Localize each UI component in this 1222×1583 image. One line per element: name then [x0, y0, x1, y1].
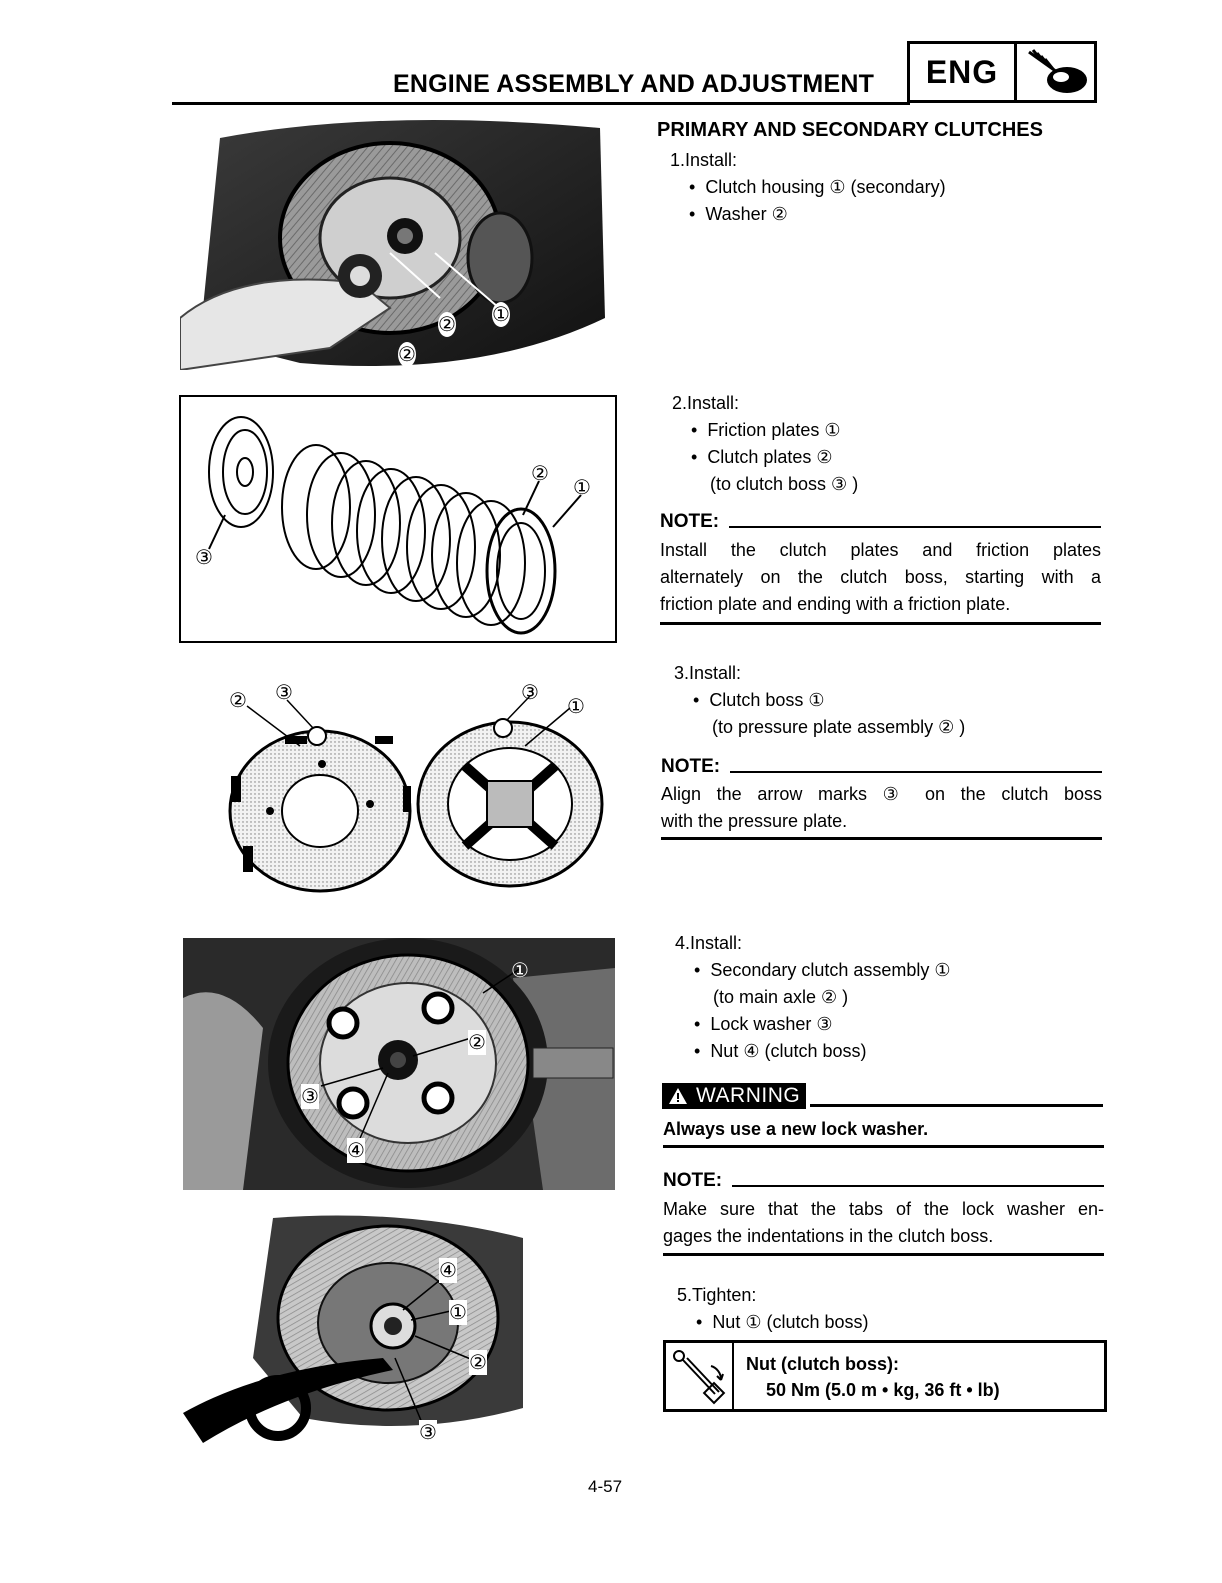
note-line: friction plate and ending with a friction plate. [660, 594, 1011, 614]
torque-wrench-icon [666, 1343, 734, 1409]
note-label: NOTE: [663, 1170, 723, 1191]
callout: ④ [439, 1260, 457, 1282]
callout: ② [438, 314, 456, 336]
torque-spec-box [663, 1340, 1107, 1412]
warning-label: WARNING [696, 1084, 801, 1107]
figure-clutch-housing-photo [180, 118, 610, 370]
list-item-sub: (to main axle ② ) [713, 987, 849, 1007]
callout: ① [573, 477, 591, 499]
callout: ③ [195, 547, 213, 569]
warning-badge [662, 1083, 806, 1109]
note-line: alternately on the clutch boss, starting with a [660, 567, 1101, 587]
warning-triangle-icon [668, 1087, 688, 1105]
list-item-sub: (to pressure plate assembly ② ) [712, 717, 966, 737]
note-rule [663, 1253, 1104, 1256]
note-rule [661, 837, 1102, 840]
callout: ④ [347, 1140, 365, 1162]
callout: ③ [419, 1422, 437, 1444]
note-line: Install the clutch plates and friction plates [660, 540, 1101, 560]
note-body [660, 537, 1101, 618]
step-heading: 4.Install: [675, 933, 743, 953]
figure-clutch-boss-diagram [225, 676, 610, 901]
callout: ① [449, 1302, 467, 1324]
step-5 [677, 1282, 1107, 1336]
badge-label: ENG [910, 44, 1017, 100]
step-2 [672, 390, 1102, 498]
list-item: • Clutch plates ② [691, 444, 1102, 471]
note-line: with the pressure plate. [661, 811, 848, 831]
callout: ③ [521, 682, 539, 704]
step-heading: 3.Install: [674, 663, 742, 683]
note-heading [661, 756, 1102, 778]
warning-heading [662, 1083, 1103, 1109]
callout: ① [492, 304, 510, 326]
callout: ② [469, 1352, 487, 1374]
step-3 [674, 660, 1104, 741]
list-item: • Clutch housing ① (secondary) [689, 174, 1100, 201]
list-item: • Friction plates ① [691, 417, 1102, 444]
note-heading [660, 511, 1101, 533]
callout: ③ [275, 682, 293, 704]
torque-value: 50 Nm (5.0 m • kg, 36 ft • lb) [766, 1380, 1000, 1400]
step-heading: 1.Install: [670, 150, 738, 170]
page-title: ENGINE ASSEMBLY AND ADJUSTMENT [393, 70, 875, 98]
figure-secondary-clutch-photo [183, 938, 615, 1190]
header-rule [172, 102, 910, 105]
note-line: Make sure that the tabs of the lock washer en- [663, 1199, 1104, 1219]
list-item-sub: (to clutch boss ③ ) [710, 474, 859, 494]
step-heading: 2.Install: [672, 393, 740, 413]
warning-text: Always use a new lock washer. [663, 1119, 929, 1139]
note-label: NOTE: [661, 756, 721, 777]
step-4 [675, 930, 1105, 1065]
list-item: • Washer ② [689, 201, 1100, 228]
note-line: gages the indentations in the clutch boss. [663, 1226, 994, 1246]
step-heading: 5.Tighten: [677, 1285, 757, 1305]
section-title: PRIMARY AND SECONDARY CLUTCHES [657, 119, 1043, 141]
list-item: • Clutch boss ① [693, 687, 1104, 714]
callout: ② [398, 344, 416, 366]
note-rule [660, 622, 1101, 625]
engine-wrench-icon [1017, 44, 1094, 100]
callout: ① [567, 696, 585, 718]
figure-tighten-nut-photo [183, 1208, 543, 1448]
figure-clutch-plates-diagram [179, 395, 617, 643]
list-item: • Nut ④ (clutch boss) [694, 1038, 1105, 1065]
torque-label: Nut (clutch boss): [746, 1354, 899, 1374]
callout: ② [468, 1032, 486, 1054]
warning-rule [663, 1145, 1104, 1148]
step-1 [670, 147, 1100, 228]
callout: ② [229, 690, 247, 712]
list-item: • Nut ① (clutch boss) [696, 1309, 1107, 1336]
section-badge [907, 41, 1097, 103]
note-body [663, 1196, 1104, 1250]
page-number: 4-57 [588, 1477, 623, 1496]
note-label: NOTE: [660, 511, 720, 532]
callout: ① [511, 960, 529, 982]
note-line: Align the arrow marks ③ on the clutch boss [661, 784, 1102, 804]
note-heading [663, 1170, 1104, 1192]
note-body [661, 781, 1102, 835]
list-item: • Lock washer ③ [694, 1011, 1105, 1038]
list-item: • Secondary clutch assembly ① [694, 957, 1105, 984]
callout: ② [531, 463, 549, 485]
callout: ③ [301, 1086, 319, 1108]
